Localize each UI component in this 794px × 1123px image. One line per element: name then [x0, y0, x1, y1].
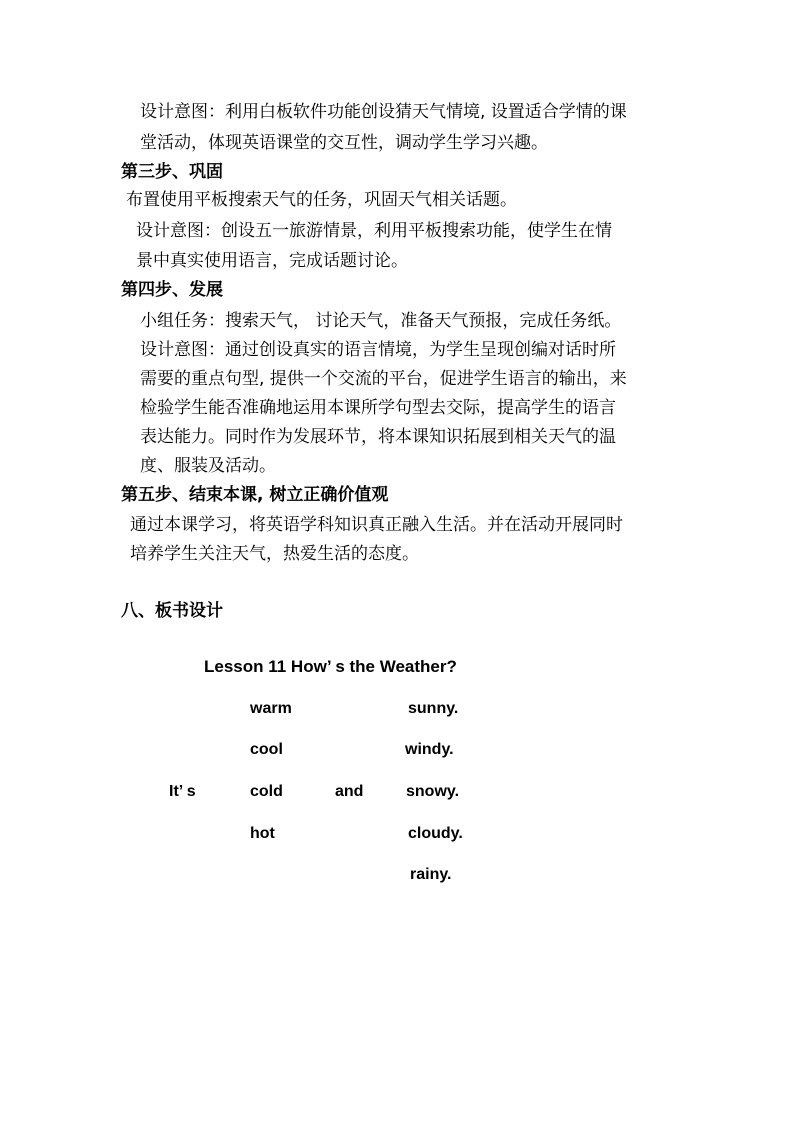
step3-intent-line-2: 景中真实使用语言，完成话题讨论。 [136, 251, 408, 271]
step4-intent-line-5: 度、服装及活动。 [140, 456, 276, 476]
step5-heading: 第五步、结束本课, 树立正确价值观 [121, 485, 389, 505]
step4-intent-line-4: 表达能力。同时作为发展环节，将本课知识拓展到相关天气的温 [140, 427, 616, 447]
step4-intent-line-3: 检验学生能否准确地运用本课所学句型去交际，提高学生的语言 [140, 398, 616, 418]
step3-task: 布置使用平板搜索天气的任务，巩固天气相关话题。 [126, 190, 517, 210]
step2-intent-line-1: 设计意图：利用白板软件功能创设猜天气情境, 设置适合学情的课 [140, 102, 627, 122]
board-temperature-3: cold [250, 783, 283, 800]
board-temperature-2: cool [250, 741, 283, 758]
board-temperature-4: hot [250, 825, 275, 842]
board-temperature-1: warm [250, 700, 292, 717]
step4-heading: 第四步、发展 [121, 280, 223, 300]
board-subject: It’ s [169, 783, 196, 800]
step4-task: 小组任务：搜索天气， 讨论天气，准备天气预报，完成任务纸。 [140, 311, 622, 331]
step3-heading: 第三步、巩固 [121, 162, 223, 182]
step4-intent-line-2: 需要的重点句型, 提供一个交流的平台，促进学生语言的输出，来 [140, 369, 627, 389]
step2-intent-line-2: 堂活动，体现英语课堂的交互性，调动学生学习兴趣。 [140, 133, 548, 153]
step5-text-line-2: 培养学生关注天气，热爱生活的态度。 [130, 544, 419, 564]
board-condition-1: sunny. [408, 700, 459, 717]
board-condition-2: windy. [405, 741, 454, 758]
step4-intent-line-1: 设计意图：通过创设真实的语言情境，为学生呈现创编对话时所 [140, 340, 616, 360]
step3-intent-line-1: 设计意图：创设五一旅游情景，利用平板搜索功能，使学生在情 [136, 221, 612, 241]
board-condition-3: snowy. [406, 783, 460, 800]
board-title: Lesson 11 How’ s the Weather? [204, 657, 457, 676]
step5-text-line-1: 通过本课学习，将英语学科知识真正融入生活。并在活动开展同时 [130, 515, 623, 535]
board-condition-4: cloudy. [408, 825, 463, 842]
board-condition-5: rainy. [410, 866, 452, 883]
section8-heading: 八、板书设计 [121, 601, 223, 621]
board-connector: and [335, 783, 364, 800]
